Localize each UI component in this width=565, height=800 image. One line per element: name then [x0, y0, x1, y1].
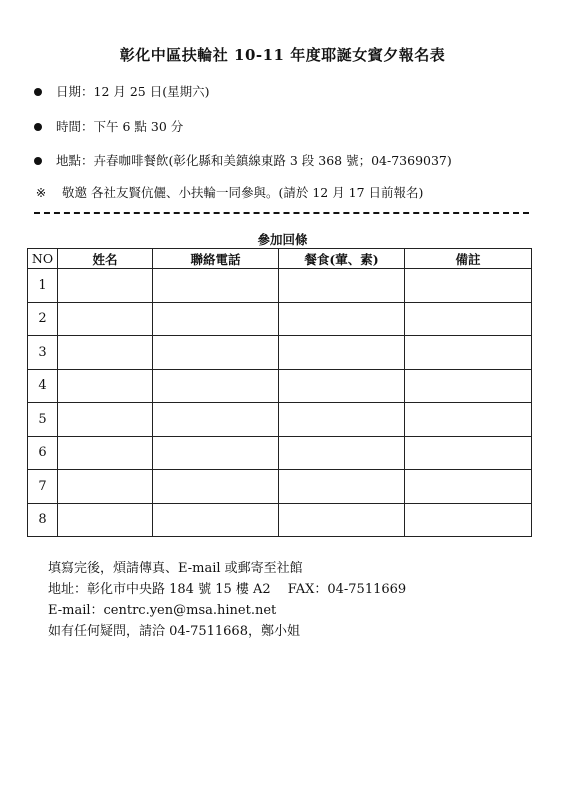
bullet-icon	[34, 157, 42, 165]
header-name: 姓名	[58, 249, 153, 269]
table-row	[28, 503, 532, 537]
header-phone: 聯絡電話	[153, 249, 279, 269]
row-number: 7	[28, 470, 58, 504]
meal-cell[interactable]	[279, 269, 405, 303]
phone-cell[interactable]	[153, 436, 279, 470]
table-row	[28, 336, 532, 370]
registration-table	[27, 248, 532, 537]
detail-location	[34, 151, 452, 169]
meal-cell[interactable]	[279, 503, 405, 537]
phone-cell[interactable]	[153, 336, 279, 370]
row-number: 5	[28, 403, 58, 437]
detail-date	[34, 82, 210, 100]
remarks-cell[interactable]	[405, 403, 532, 437]
footer-instructions: 填寫完後，煩請傳真、E-mail 或郵寄至社館	[48, 561, 303, 576]
invitation-note	[34, 183, 423, 201]
phone-cell[interactable]	[153, 470, 279, 504]
detail-time-text: 時間：下午 6 點 30 分	[56, 119, 184, 134]
row-number: 1	[28, 269, 58, 303]
meal-cell[interactable]	[279, 302, 405, 336]
name-cell[interactable]	[58, 470, 153, 504]
name-cell[interactable]	[58, 336, 153, 370]
meal-cell[interactable]	[279, 369, 405, 403]
phone-cell[interactable]	[153, 369, 279, 403]
table-row	[28, 403, 532, 437]
name-cell[interactable]	[58, 403, 153, 437]
invitation-note-text: 敬邀 各社友賢伉儷、小扶輪一同參與。(請於 12 月 17 日前報名)	[62, 185, 424, 200]
footer-email: E-mail：centrc.yen@msa.hinet.net	[48, 603, 277, 618]
detail-time	[34, 117, 183, 135]
name-cell[interactable]	[58, 269, 153, 303]
bullet-icon	[34, 123, 42, 131]
meal-cell[interactable]	[279, 336, 405, 370]
table-header-row	[28, 249, 532, 269]
row-number: 8	[28, 503, 58, 537]
meal-cell[interactable]	[279, 436, 405, 470]
detail-date-text: 日期：12 月 25 日(星期六)	[56, 84, 210, 99]
name-cell[interactable]	[58, 369, 153, 403]
meal-cell[interactable]	[279, 403, 405, 437]
row-number: 4	[28, 369, 58, 403]
page-title: 彰化中區扶輪社 10-11 年度耶誕女賓夕報名表	[119, 46, 446, 64]
row-number: 3	[28, 336, 58, 370]
reply-slip-title: 參加回條	[257, 232, 308, 247]
table-row	[28, 436, 532, 470]
header-meal: 餐食(葷、素)	[279, 249, 405, 269]
phone-cell[interactable]	[153, 403, 279, 437]
remarks-cell[interactable]	[405, 470, 532, 504]
name-cell[interactable]	[58, 503, 153, 537]
phone-cell[interactable]	[153, 302, 279, 336]
remarks-cell[interactable]	[405, 302, 532, 336]
table-row	[28, 369, 532, 403]
footer-contact: 如有任何疑問，請洽 04-7511668，鄭小姐	[48, 624, 300, 639]
reference-mark-icon: ※	[35, 185, 47, 200]
remarks-cell[interactable]	[405, 336, 532, 370]
name-cell[interactable]	[58, 302, 153, 336]
table-row	[28, 269, 532, 303]
phone-cell[interactable]	[153, 269, 279, 303]
row-number: 2	[28, 302, 58, 336]
table-row	[28, 470, 532, 504]
remarks-cell[interactable]	[405, 269, 532, 303]
remarks-cell[interactable]	[405, 369, 532, 403]
header-remarks: 備註	[405, 249, 532, 269]
table-row	[28, 302, 532, 336]
remarks-cell[interactable]	[405, 503, 532, 537]
bullet-icon	[34, 88, 42, 96]
cut-line-divider	[34, 212, 529, 214]
detail-location-text: 地點：卉春咖啡餐飲(彰化縣和美鎮線東路 3 段 368 號；04-7369037)	[56, 153, 452, 168]
row-number: 6	[28, 436, 58, 470]
header-no: NO	[28, 249, 58, 269]
footer-address: 地址：彰化市中央路 184 號 15 樓 A2 FAX：04-7511669	[48, 582, 407, 597]
remarks-cell[interactable]	[405, 436, 532, 470]
phone-cell[interactable]	[153, 503, 279, 537]
name-cell[interactable]	[58, 436, 153, 470]
meal-cell[interactable]	[279, 470, 405, 504]
